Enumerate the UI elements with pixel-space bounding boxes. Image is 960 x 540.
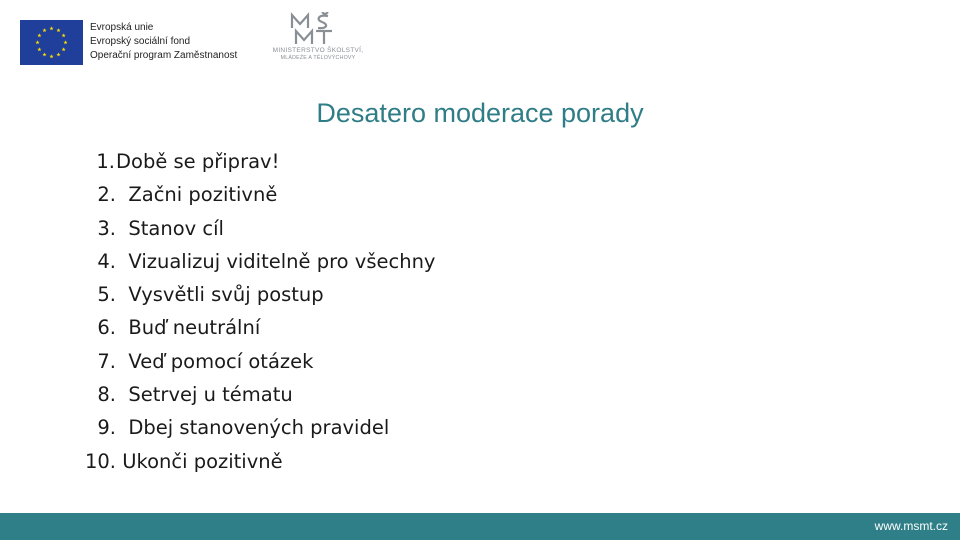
list-item-number: 8.	[97, 383, 116, 407]
msmt-logo-line-1: MINISTERSTVO ŠKOLSTVÍ,	[272, 47, 364, 54]
list-item-text: Buď neutrální	[128, 316, 261, 340]
eu-star-icon	[42, 52, 46, 56]
list-item	[80, 411, 435, 444]
list-item-text: Veď pomocí otázek	[128, 349, 314, 373]
list-item-text: Dbej stanovených pravidel	[128, 416, 390, 440]
list-item	[80, 345, 435, 378]
list-item-text: Ukonči pozitivně	[122, 449, 283, 473]
eu-flag-icon	[20, 20, 83, 65]
list-item-number: 9.	[97, 416, 116, 440]
slide-title-text: Desatero moderace porady	[316, 98, 644, 128]
eu-star-icon	[63, 40, 67, 44]
list-item-text: Době se připrav!	[116, 150, 280, 173]
list-item-text: Vysvětli svůj postup	[128, 283, 324, 307]
msmt-monogram-icon	[288, 12, 344, 46]
list-item-number: 1.	[96, 150, 115, 173]
eu-star-icon	[42, 28, 46, 32]
footer-bar	[0, 513, 960, 540]
eu-logo-line-1: Evropská unie	[90, 22, 154, 33]
list-item-number: 7.	[97, 349, 116, 373]
eu-logo-line-2: Evropský sociální fond	[90, 36, 191, 47]
slide-title	[0, 98, 960, 129]
footer-url-link[interactable]: www.msmt.cz	[874, 519, 948, 533]
list-item-number: 10.	[84, 449, 116, 473]
list-item	[80, 278, 435, 311]
eu-star-icon	[56, 28, 60, 32]
list-item-text: Setrvej u tématu	[128, 383, 293, 407]
list-item-number: 6.	[97, 316, 116, 340]
list-item	[80, 378, 435, 411]
list-item-number: 4.	[97, 249, 116, 273]
list-item-text: Začni pozitivně	[128, 183, 278, 207]
list-item	[80, 445, 435, 478]
list-item-text: Vizualizuj viditelně pro všechny	[128, 249, 436, 273]
eu-star-icon	[49, 26, 53, 30]
eu-star-icon	[56, 52, 60, 56]
eu-star-icon	[37, 33, 41, 37]
list-item-number: 3.	[97, 216, 116, 240]
eu-star-icon	[37, 47, 41, 51]
eu-star-icon	[35, 40, 39, 44]
list-item	[80, 145, 435, 178]
eu-star-icon	[49, 54, 53, 58]
list-item-text: Stanov cíl	[128, 216, 224, 240]
list-item-number: 2.	[97, 183, 116, 207]
numbered-list	[80, 145, 435, 478]
list-item	[80, 212, 435, 245]
msmt-logo-line-2: MLÁDEŽE A TĚLOVÝCHOVY	[280, 55, 356, 61]
list-item-number: 5.	[97, 283, 116, 307]
eu-logo-line-3: Operační program Zaměstnanost	[90, 50, 238, 61]
list-item	[80, 178, 435, 211]
list-item	[80, 245, 435, 278]
eu-logo-text	[90, 21, 237, 63]
list-item	[80, 311, 435, 344]
eu-logo	[20, 20, 250, 66]
eu-star-icon	[62, 47, 66, 51]
msmt-logo	[266, 12, 370, 70]
eu-flag-svg	[20, 20, 83, 65]
eu-star-icon	[62, 33, 66, 37]
